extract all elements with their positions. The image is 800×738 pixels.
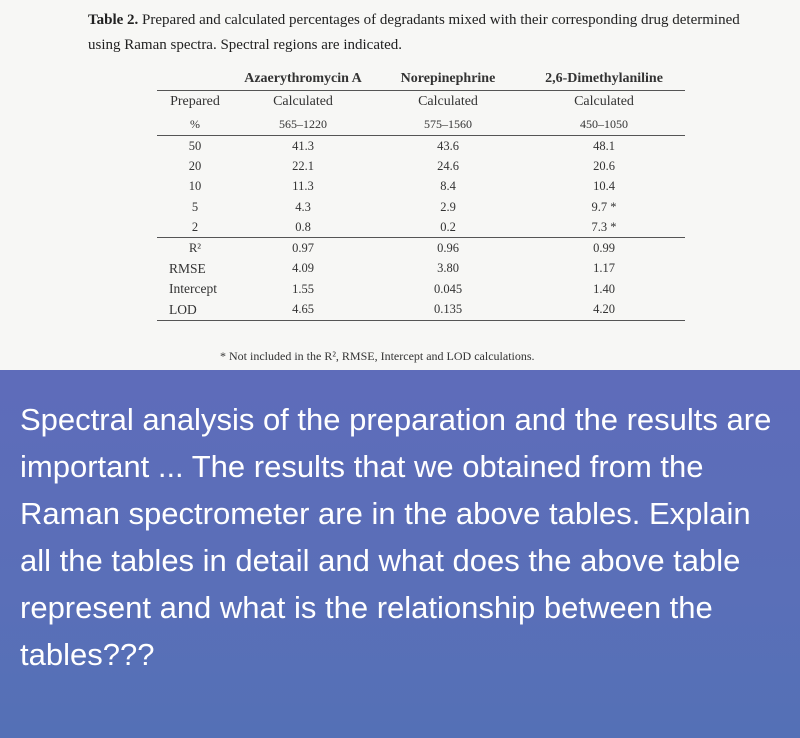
table-cell: 2 xyxy=(191,219,199,234)
table-cell: 4.09 xyxy=(292,261,314,276)
range-row xyxy=(157,113,685,136)
table-cell: R² xyxy=(157,238,233,259)
stats-row xyxy=(157,259,685,279)
table-cell: 24.6 xyxy=(437,158,459,173)
table-cell: 48.1 xyxy=(593,138,615,153)
results-table xyxy=(157,68,685,321)
subheader-row xyxy=(157,91,685,114)
table-cell: 4.20 xyxy=(523,299,685,320)
table-cell: 9.7 * xyxy=(591,199,617,214)
subheader: Prepared xyxy=(170,94,220,109)
stats-row xyxy=(157,279,685,299)
table-cell: 10 xyxy=(188,179,202,194)
stats-row xyxy=(157,299,685,320)
stats-label: Intercept xyxy=(169,281,217,297)
table-footnote: * Not included in the R², RMSE, Intercept and LOD calculations. xyxy=(220,349,535,363)
question-text: Spectral analysis of the preparation and the results are important ... The results that we obtained from the Raman spectrometer are in the above tables. Explain all the tables in detail and what does the above table represent and what is the relationship between the tables??? xyxy=(20,402,772,672)
table-cell: 2.9 xyxy=(440,199,456,214)
stats-label: LOD xyxy=(157,299,233,320)
group-header: 2,6-Dimethylaniline xyxy=(523,68,685,91)
range-cell: 575–1560 xyxy=(373,113,523,136)
table-cell: 10.4 xyxy=(593,179,615,194)
table-cell: 20.6 xyxy=(593,158,615,173)
stats-label: RMSE xyxy=(169,260,206,276)
range-cell: 565–1220 xyxy=(233,113,373,136)
table-cell: 11.3 xyxy=(292,179,314,194)
group-header: Norepinephrine xyxy=(373,68,523,91)
subheader: Calculated xyxy=(418,94,478,109)
table-cell: 0.99 xyxy=(523,238,685,259)
table-cell: 0.97 xyxy=(233,238,373,259)
group-header: Azaerythromycin A xyxy=(233,68,373,91)
table-cell: 7.3 * xyxy=(591,219,617,234)
caption-label: Table 2. xyxy=(88,12,139,28)
table-cell: 0.96 xyxy=(373,238,523,259)
table-row xyxy=(157,197,685,217)
table-caption xyxy=(88,8,768,58)
table-cell: 41.3 xyxy=(292,138,314,153)
table-cell: 1.40 xyxy=(593,281,615,296)
table-cell: 5 xyxy=(191,199,199,214)
table-cell: 0.045 xyxy=(433,281,463,296)
table-cell: 20 xyxy=(188,158,202,173)
subheader: Calculated xyxy=(273,94,333,109)
table-cell: 0.2 xyxy=(440,219,456,234)
table-cell: 0.8 xyxy=(295,219,311,234)
table-cell: 4.65 xyxy=(233,299,373,320)
table-row xyxy=(157,177,685,197)
range-cell: 450–1050 xyxy=(523,113,685,136)
table-cell: 1.55 xyxy=(292,281,314,296)
table-cell: 3.80 xyxy=(437,261,459,276)
table-cell: 22.1 xyxy=(292,158,314,173)
table-cell: 50 xyxy=(188,138,202,153)
table-cell: 43.6 xyxy=(437,138,459,153)
table-row xyxy=(157,156,685,176)
table-cell: 8.4 xyxy=(440,179,456,194)
subheader: Calculated xyxy=(574,94,634,109)
stats-row xyxy=(157,238,685,259)
table-cell: 0.135 xyxy=(373,299,523,320)
question-panel xyxy=(0,370,800,738)
group-header-row xyxy=(157,68,685,91)
caption-text: Prepared and calculated percentages of degradants mixed with their corresponding drug determined using Raman spectra. Spectral regions are indicated. xyxy=(88,12,740,53)
table-row xyxy=(157,136,685,157)
table-cell: 4.3 xyxy=(295,199,311,214)
table-cell: 1.17 xyxy=(593,261,615,276)
group-header-empty xyxy=(157,68,233,91)
range-cell: % xyxy=(157,113,233,136)
table-row xyxy=(157,217,685,238)
